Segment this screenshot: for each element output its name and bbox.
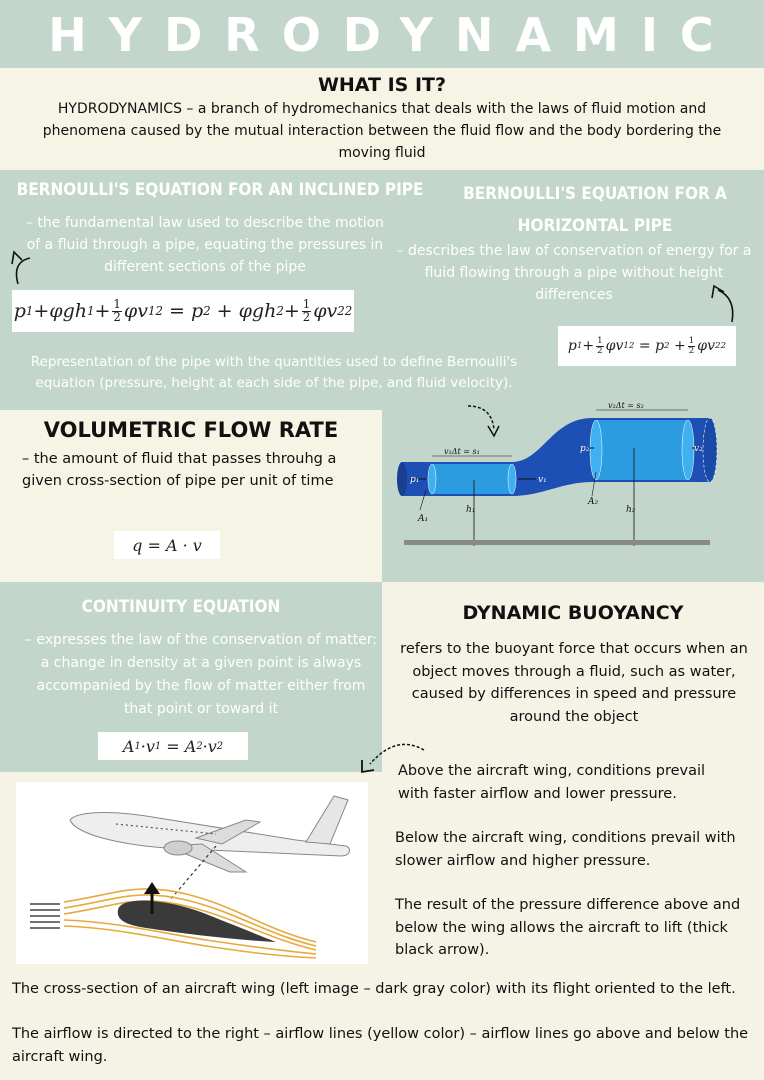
curved-arrow-icon [702,282,742,326]
p1-label: p₁ [410,475,420,485]
what-is-it-text: HYDRODYNAMICS – a branch of hydromechanics that deals with the laws of fluid motion and phenomena caused by the mutual interaction between the fluid flow and the body bordering the moving fluid [42,101,722,161]
wing-note-below: Below the aircraft wing, conditions prevail with slower airflow and higher pressure. [395,830,736,869]
wing-note-above: Above the aircraft wing, conditions prevail with faster airflow and lower pressure. [398,763,706,802]
h2-label: h₂ [626,505,636,515]
footer-line-1: The cross-section of an aircraft wing (left image – dark gray color) with its flight oriented to the left. [12,981,736,997]
a1-label: A₁ [418,514,429,524]
s2-label: v₂Δt = s₂ [608,401,644,410]
bernoulli-horizontal-heading: BERNOULLI'S EQUATION FOR A HORIZONTAL PIPE [463,184,727,236]
dynamic-buoyancy-heading: DYNAMIC BUOYANCY [462,602,684,624]
dynamic-buoyancy-text: refers to the buoyant force that occurs when an object moves through a fluid, such as water, caused by differences in speed and pressure around the object [400,641,748,725]
volumetric-formula: q = A · v [114,531,220,559]
curved-arrow-icon [6,248,46,288]
page-title: HYDRODYNAMIC [48,8,736,62]
continuity-text: – expresses the law of the conservation of matter: a change in density at a given point is always accompanied by the flow of matter either from that point or toward it [24,632,378,717]
title-banner [0,0,764,68]
what-is-it-heading: WHAT IS IT? [317,74,447,96]
pipe-caption: Representation of the pipe with the quantities used to define Bernoulli's equation (pressure, height at each side of the pipe, and fluid velocity). [30,354,518,391]
bernoulli-inclined-formula: p 1 +φgh 1 + $\frac{1}{2}$ φv 1 2 = p 2 + φgh 2 + $\frac{1}{2}$ φv 2 2 [12,290,354,332]
continuity-formula: A 1 ·v 1 = A 2 ·v 2 [98,732,248,760]
aircraft-wing-illustration [16,782,368,964]
continuity-heading: CONTINUITY EQUATION [81,597,281,617]
volumetric-text: – the amount of fluid that passes throuhg a given cross-section of pipe per unit of time [22,451,337,489]
pipe-diagram [382,400,764,582]
bernoulli-horizontal-formula: p 1 + $\frac{1}{2}$ φv 1 2 = p 2 + $\frac{1}{2}$ φv 2 2 [558,326,736,366]
volumetric-heading: VOLUMETRIC FLOW RATE [43,418,339,442]
footer-line-2: The airflow is directed to the right – airflow lines (yellow color) – airflow lines go above and below the aircraft wing. [12,1026,749,1065]
a2-label: A₂ [588,497,599,507]
p2-label: p₂ [580,444,590,454]
h1-label: h₁ [466,505,476,515]
bernoulli-horizontal-text: – describes the law of conservation of energy for a fluid flowing through a pipe without height differences [396,243,752,303]
bernoulli-inclined-text: – the fundamental law used to describe the motion of a fluid through a pipe, equating the pressures in different sections of the pipe [25,215,385,275]
what-is-it-section [0,68,764,170]
s1-label: v₁Δt = s₁ [444,447,480,456]
v1-label: v₁ [538,475,547,485]
bernoulli-inclined-heading: BERNOULLI'S EQUATION FOR AN INCLINED PIPE [16,180,424,200]
v2-label: v₂ [694,444,703,454]
wing-note-result: The result of the pressure difference above and below the wing allows the aircraft to lift (thick black arrow). [395,897,741,958]
